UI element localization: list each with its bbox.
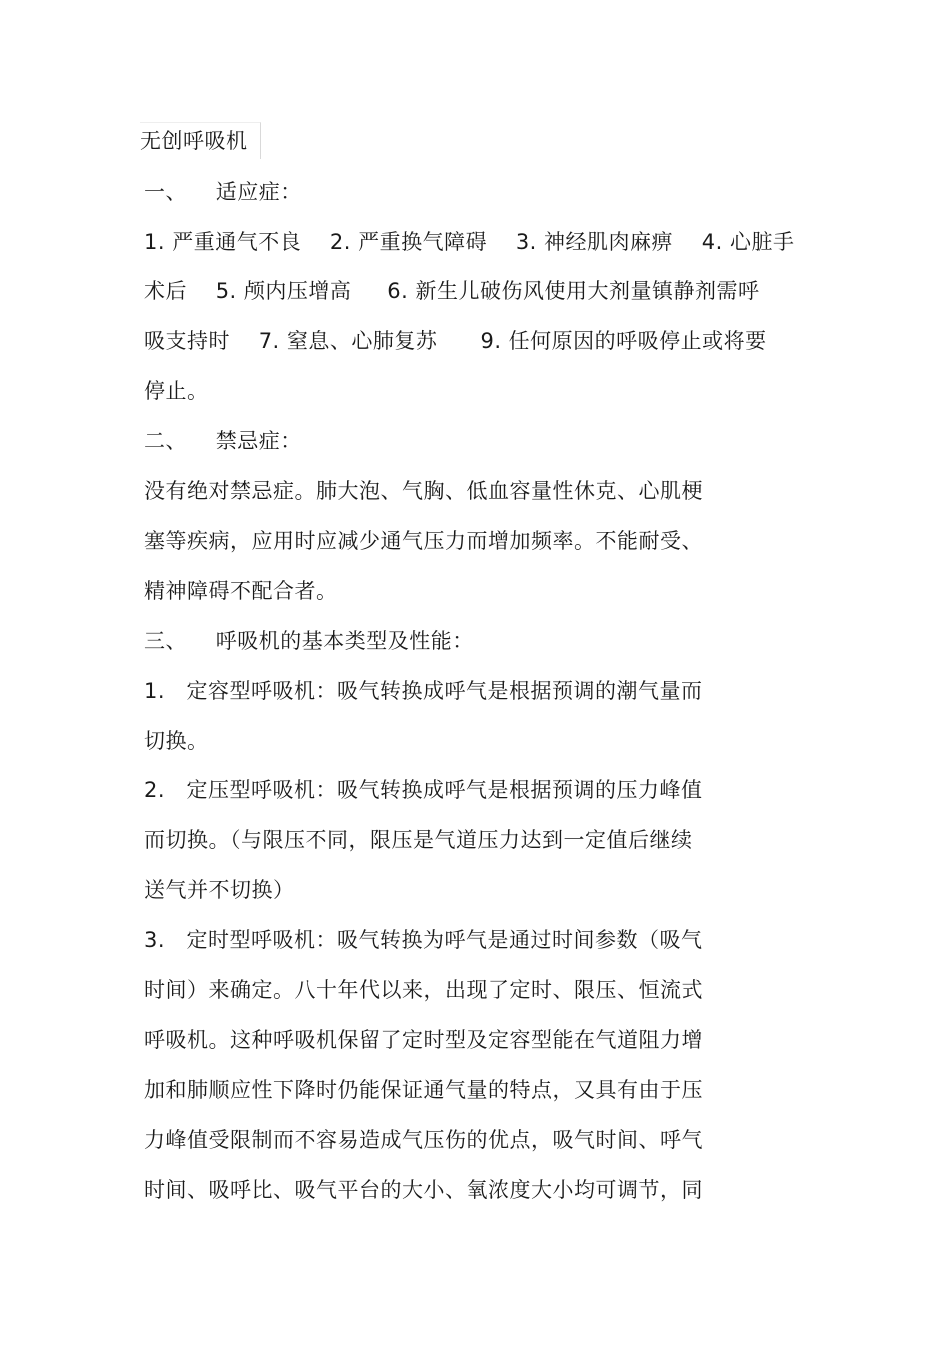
section-heading-contraindications: 二、 禁忌症： <box>144 429 302 453</box>
text-line: 而切换。（与限压不同，限压是气道压力达到一定值后继续 <box>144 828 693 852</box>
text-line: 时间、吸呼比、吸气平台的大小、氧浓度大小均可调节，同 <box>144 1178 703 1202</box>
text-line: 术后 5. 颅内压增高 6. 新生儿破伤风使用大剂量镇静剂需呼 <box>144 279 760 303</box>
text-line: 吸支持时 7. 窒息、心肺复苏 9. 任何原因的呼吸停止或将要 <box>144 329 767 353</box>
text-line: 2. 定压型呼吸机：吸气转换成呼气是根据预调的压力峰值 <box>144 778 703 802</box>
text-line: 没有绝对禁忌症。肺大泡、气胸、低血容量性休克、心肌梗 <box>144 479 703 503</box>
document-title: 无创呼吸机 <box>140 129 248 153</box>
text-line: 3. 定时型呼吸机：吸气转换为呼气是通过时间参数（吸气 <box>144 928 703 952</box>
text-line: 精神障碍不配合者。 <box>144 579 338 603</box>
section-heading-types: 三、 呼吸机的基本类型及性能： <box>144 629 474 653</box>
text-line: 1. 严重通气不良 2. 严重换气障碍 3. 神经肌肉麻痹 4. 心脏手 <box>144 230 795 254</box>
text-line: 加和肺顺应性下降时仍能保证通气量的特点，又具有由于压 <box>144 1078 703 1102</box>
text-line: 力峰值受限制而不容易造成气压伤的优点，吸气时间、呼气 <box>144 1128 703 1152</box>
section-heading-indications: 一、 适应症： <box>144 180 302 204</box>
text-line: 塞等疾病，应用时应减少通气压力而增加频率。不能耐受、 <box>144 529 703 553</box>
text-line: 停止。 <box>144 379 209 403</box>
text-line: 时间）来确定。八十年代以来，出现了定时、限压、恒流式 <box>144 978 703 1002</box>
text-line: 呼吸机。这种呼吸机保留了定时型及定容型能在气道阻力增 <box>144 1028 703 1052</box>
text-line: 1. 定容型呼吸机：吸气转换成呼气是根据预调的潮气量而 <box>144 679 703 703</box>
document-title-box <box>140 122 261 159</box>
text-line: 切换。 <box>144 729 209 753</box>
text-line: 送气并不切换） <box>144 878 295 902</box>
